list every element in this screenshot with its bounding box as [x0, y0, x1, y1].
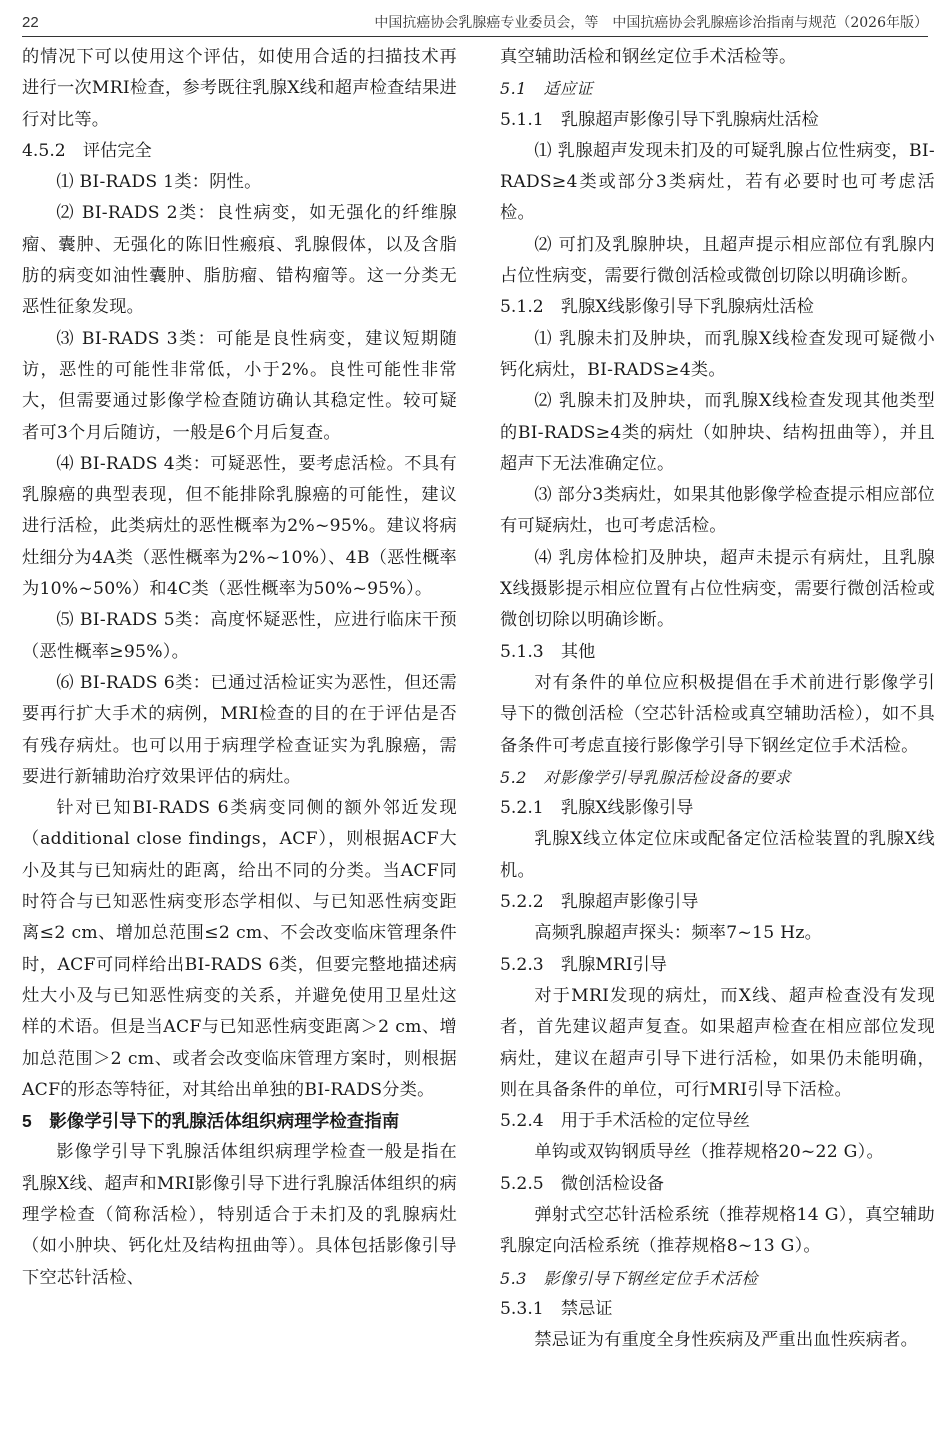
paragraph: 对有条件的单位应积极提倡在手术前进行影像学引导下的微创活检（空芯针活检或真空辅助活检），如不具备条件可考虑直接行影像学引导下钢丝定位手术活检。 — [500, 672, 935, 756]
paragraph: ⑵ 可扪及乳腺肿块，且超声提示相应部位有乳腺内占位性病变，需要行微创活检或微创切除以明确诊断。 — [500, 234, 935, 287]
subsubsection-heading: 5.1.3 其他 — [500, 641, 596, 662]
paragraph: ⑴ BI-RADS 1类：阴性。 — [56, 172, 262, 193]
subsubsection-heading: 5.2.3 乳腺MRI引导 — [500, 954, 667, 975]
page-number: 22 — [22, 13, 39, 31]
paragraph: ⑸ BI-RADS 5类：高度怀疑恶性，应进行临床干预（恶性概率≥95%）。 — [22, 610, 457, 662]
paragraph: 针对已知BI-RADS 6类病变同侧的额外邻近发现（additional close findings，ACF），则根据ACF大小及其与已知病灶的距离，给出不同的分类。当ACF同时符合与已知恶性病变形态学相似、与已知恶性病变距离≤2 cm、增加总范围≤2 cm、不会改变临床管理条件时，ACF可同样给出BI-RADS 6类，但要完整地描述病灶大小及与已知恶性病变的关系，并避免使用卫星灶这样的术语。但是当ACF与已知恶性病变距离＞2 cm、增加总范围＞2 cm、或者会改变临床管理方案时，则根据ACF的形态等特征，对其给出单独的BI-RADS分类。 — [22, 798, 457, 1100]
subsubsection-heading: 5.1.1 乳腺超声影像引导下乳腺病灶活检 — [500, 109, 819, 130]
paragraph: 乳腺X线立体定位床或配备定位活检装置的乳腺X线机。 — [500, 829, 935, 881]
paragraph: 高频乳腺超声探头：频率7~15 Hz。 — [534, 923, 823, 944]
left-column — [22, 42, 457, 1294]
running-title: 中国抗癌协会乳腺癌专业委员会，等 中国抗癌协会乳腺癌诊治指南与规范（2026年版） — [374, 15, 928, 31]
paragraph: 对于MRI发现的病灶，而X线、超声检查没有发现者，首先建议超声复查。如果超声检查在相应部位发现病灶，建议在超声引导下进行活检，如果仍未能明确，则在具备条件的单位，可行MRI引导下活检。 — [500, 985, 935, 1100]
subsection-heading: 5.2 对影像学引导乳腺活检设备的要求 — [500, 767, 791, 787]
paragraph: 禁忌证为有重度全身性疾病及严重出血性疾病者。 — [534, 1330, 919, 1351]
subsubsection-heading: 5.2.2 乳腺超声影像引导 — [500, 892, 699, 913]
subsection-heading: 5.3 影像引导下钢丝定位手术活检 — [500, 1268, 758, 1288]
paragraph: ⑶ 部分3类病灶，如果其他影像学检查提示相应部位有可疑病灶，也可考虑活检。 — [500, 485, 935, 537]
paragraph: ⑹ BI-RADS 6类：已通过活检证实为恶性，但还需要再行扩大手术的病例，MRI检查的目的在于评估是否有残存病灶。也可以用于病理学检查证实为乳腺癌，需要进行新辅助治疗效果评估的病灶。 — [22, 672, 457, 787]
paragraph: ⑵ BI-RADS 2类：良性病变，如无强化的纤维腺瘤、囊肿、无强化的陈旧性瘢痕、乳腺假体，以及含脂肪的病变如油性囊肿、脂肪瘤、错构瘤等。这一分类无恶性征象发现。 — [22, 203, 457, 318]
paragraph: ⑷ BI-RADS 4类：可疑恶性，要考虑活检。不具有乳腺癌的典型表现，但不能排除乳腺癌的可能性，建议进行活检，此类病灶的恶性概率为2%~95%。建议将病灶细分为4A类（恶性概率为2%~10%）、4B（恶性概率为10%~50%）和4C类（恶性概率为50%~95%）。 — [22, 453, 457, 600]
right-column — [500, 42, 935, 1356]
running-header — [22, 8, 928, 37]
subsubsection-heading: 5.3.1 禁忌证 — [500, 1298, 613, 1319]
paragraph: 影像学引导下乳腺活体组织病理学检查一般是指在乳腺X线、超声和MRI影像引导下进行乳腺活体组织的病理学检查（简称活检），特别适合于未扪及的乳腺病灶（如小肿块、钙化灶及结构扭曲等）。具体包括影像引导下空芯针活检、 — [22, 1142, 457, 1288]
paragraph: ⑶ BI-RADS 3类：可能是良性病变，建议短期随访，恶性的可能性非常低，小于2%。良性可能性非常大，但需要通过影像学检查随访确认其稳定性。较可疑者可3个月后随访，一般是6个月后复查。 — [22, 328, 457, 443]
paragraph: ⑵ 乳腺未扪及肿块，而乳腺X线检查发现其他类型的BI-RADS≥4类的病灶（如肿块、结构扭曲等），并且超声下无法准确定位。 — [500, 391, 935, 474]
paragraph: 弹射式空芯针活检系统（推荐规格14 G），真空辅助乳腺定向活检系统（推荐规格8~13 G）。 — [500, 1204, 935, 1257]
paragraph: 单钩或双钩钢质导丝（推荐规格20~22 G）。 — [534, 1142, 884, 1163]
subsubsection-heading: 5.2.1 乳腺X线影像引导 — [500, 798, 694, 819]
subsection-heading: 5.1 适应证 — [500, 79, 593, 99]
subsubsection-heading: 5.2.4 用于手术活检的定位导丝 — [500, 1111, 750, 1132]
subsubsection-heading: 5.2.5 微创活检设备 — [500, 1173, 665, 1194]
paragraph: ⑴ 乳腺超声发现未扪及的可疑乳腺占位性病变，BI-RADS≥4类或部分3类病灶，若有必要时也可考虑活检。 — [500, 140, 935, 224]
paragraph: 的情况下可以使用这个评估，如使用合适的扫描技术再进行一次MRI检查，参考既往乳腺X线和超声检查结果进行对比等。 — [22, 47, 457, 130]
paragraph: ⑷ 乳房体检扪及肿块，超声未提示有病灶，且乳腺X线摄影提示相应位置有占位性病变，需要行微创活检或微创切除以明确诊断。 — [500, 547, 935, 631]
paragraph: 真空辅助活检和钢丝定位手术活检等。 — [500, 47, 797, 67]
section-heading: 5 影像学引导下的乳腺活体组织病理学检查指南 — [22, 1111, 400, 1132]
subsubsection-heading: 5.1.2 乳腺X线影像引导下乳腺病灶活检 — [500, 297, 814, 318]
subsubsection-heading: 4.5.2 评估完全 — [22, 140, 152, 161]
paragraph: ⑴ 乳腺未扪及肿块，而乳腺X线检查发现可疑微小钙化病灶，BI-RADS≥4类。 — [500, 328, 935, 380]
